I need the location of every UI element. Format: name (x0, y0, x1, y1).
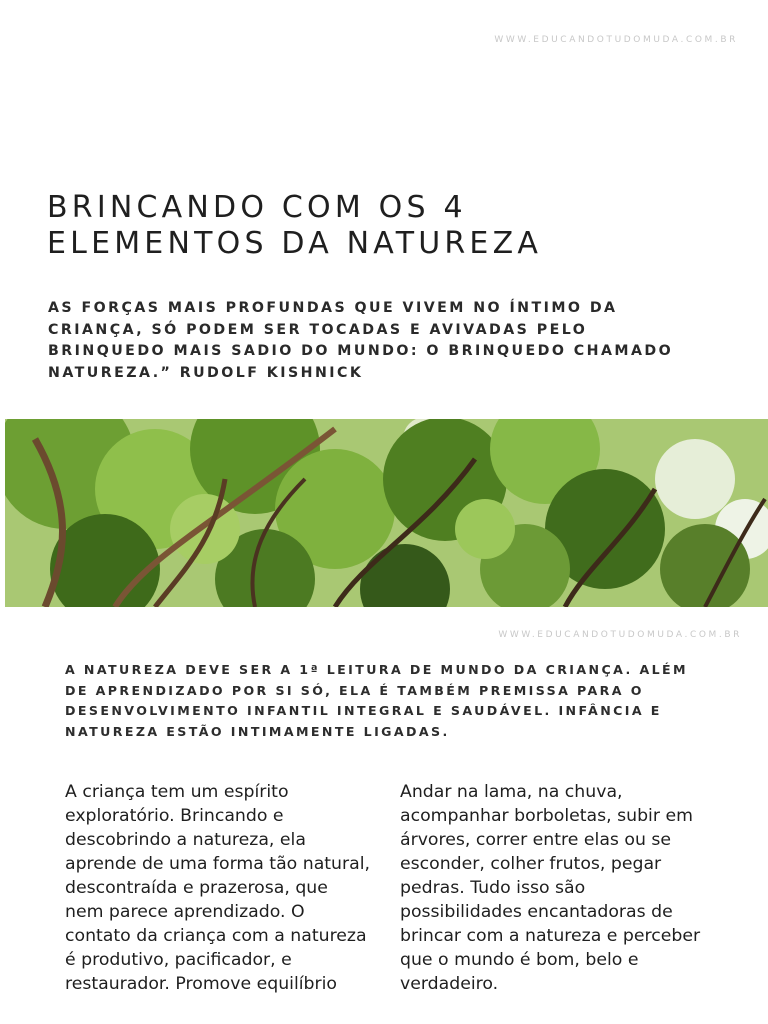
intro-line-1: A NATUREZA DEVE SER A 1ª LEITURA DE MUNDO DA CRIANÇA. ALÉM (65, 662, 688, 677)
page-title (47, 190, 747, 262)
body-column-right (400, 780, 712, 1020)
trees-photo-illustration (5, 419, 768, 607)
site-url-header: WWW.EDUCANDOTUDOMUDA.COM.BR (494, 35, 738, 45)
quote-line-4: NATUREZA.” RUDOLF KISHNICK (48, 364, 364, 381)
intro-line-4: NATUREZA ESTÃO INTIMAMENTE LIGADAS. (65, 723, 450, 739)
title-line-2: ELEMENTOS DA NATUREZA (47, 226, 543, 261)
body-paragraph-left: A criança tem um espírito exploratório. Brincando e descobrindo a natureza, ela aprende de uma forma tão natural, descontraída e prazerosa, que nem parece aprendizado. O contato da criança com a natureza é produtivo, pacificador, e restaurador. Promove equilíbrio (65, 782, 370, 994)
site-url-photo: WWW.EDUCANDOTUDOMUDA.COM.BR (498, 630, 742, 640)
quote-line-1: AS FORÇAS MAIS PROFUNDAS QUE VIVEM NO ÍNTIMO DA (48, 300, 618, 316)
body-paragraph-right: Andar na lama, na chuva, acompanhar borboletas, subir em árvores, correr entre elas ou se esconder, colher frutos, pegar pedras. Tudo isso são possibilidades encantadoras de brincar com a natureza e perceber que o mundo é bom, belo e verdadeiro. (400, 782, 701, 994)
body-column-left (65, 780, 370, 1020)
quote-subtitle (48, 298, 748, 384)
intro-paragraph (65, 660, 705, 742)
title-line-1: BRINCANDO COM OS 4 (47, 190, 467, 225)
trees-photo (5, 419, 768, 607)
intro-line-2: DE APRENDIZADO POR SI SÓ, ELA É TAMBÉM PREMISSA PARA O (65, 682, 644, 698)
quote-line-3: BRINQUEDO MAIS SADIO DO MUNDO: O BRINQUEDO CHAMADO (48, 343, 674, 359)
intro-line-3: DESENVOLVIMENTO INFANTIL INTEGRAL E SAUDÁVEL. INFÂNCIA E (65, 703, 662, 718)
quote-line-2: CRIANÇA, SÓ PODEM SER TOCADAS E AVIVADAS PELO (48, 321, 588, 338)
